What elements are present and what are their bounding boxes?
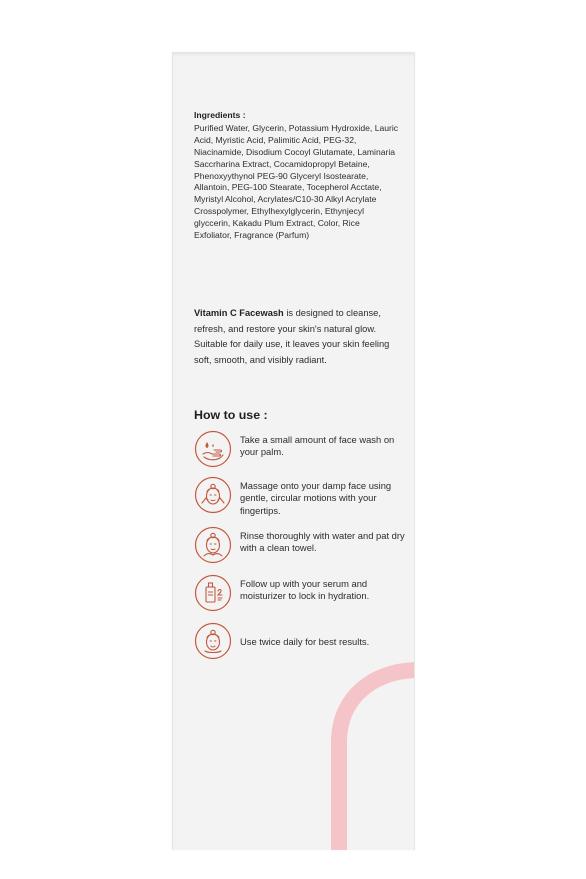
ingredients-title: Ingredients : (194, 110, 246, 120)
palm-drop-icon (194, 430, 232, 468)
ingredients-block (194, 110, 399, 242)
ingredients-text: Purified Water, Glycerin, Potassium Hydroxide, Lauric Acid, Myristic Acid, Palimitic Acid, PEG-32, Niacinamide, Disodium Cocoyl Glutamate, Laminaria Saccrharina Extract, Cocamidopropyl Betaine, Phenoxyythynol PEG-90 Glyceryl Isostearate, Allantoin, PEG-100 Stearate, Tocepherol Acctate, Myristyl Alcohol, Acrylates/C10-30 Alkyl Acrylate Crosspolymer, Ethylhexylglycerin, Ethynjecyl glyccerin, Kakadu Plum Extract, Color, Rice Exfoliator, Fragrance (Parfum) (194, 122, 399, 241)
product-name: Vitamin C Facewash (194, 308, 284, 318)
box-top-edge (173, 52, 414, 57)
face-glow-icon (194, 622, 232, 660)
step-5-text: Use twice daily for best results. (240, 636, 370, 647)
product-description (194, 306, 406, 368)
step-1 (194, 430, 409, 470)
step-5 (194, 622, 409, 662)
step-3 (194, 526, 409, 566)
description-text: is designed to cleanse, refresh, and restore your skin's natural glow. Suitable for daily use, it leaves your skin feeling soft, smooth, and visibly radiant. (194, 308, 390, 365)
step-1-text: Take a small amount of face wash on your palm. (240, 434, 395, 458)
step-3-text: Rinse thoroughly with water and pat dry with a clean towel. (240, 530, 405, 554)
face-massage-icon (194, 476, 232, 514)
serum-bottle-icon (194, 574, 232, 612)
step-2-text: Massage onto your damp face using gentle, circular motions with your fingertips. (240, 480, 392, 516)
product-box-back-panel (172, 52, 415, 850)
face-rinse-icon (194, 526, 232, 564)
step-4 (194, 574, 409, 614)
how-to-use-title: How to use : (194, 408, 268, 422)
step-2 (194, 476, 409, 516)
step-4-text: Follow up with your serum and moisturizer to lock in hydration. (240, 578, 370, 602)
decorative-pink-arch (329, 662, 415, 850)
